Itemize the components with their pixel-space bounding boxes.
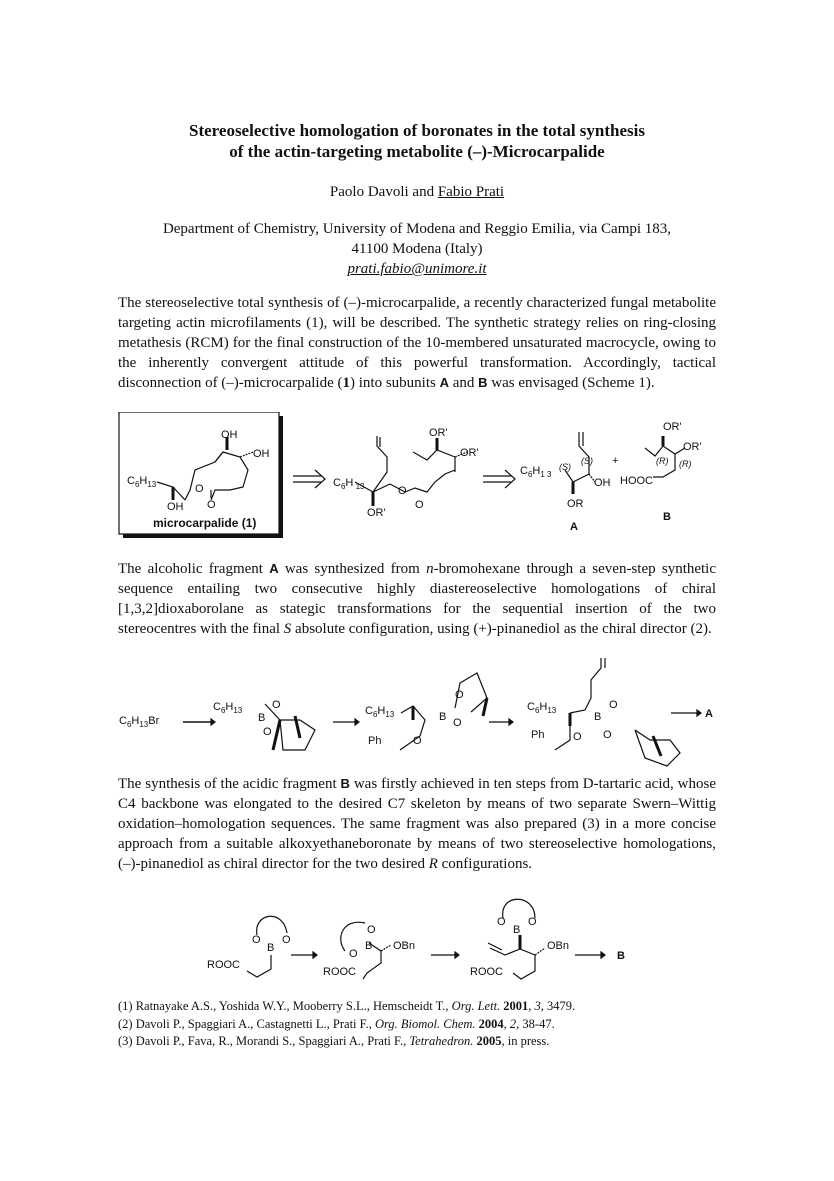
label-phenyl: Ph [368, 735, 382, 747]
label-o: O [455, 689, 464, 701]
authors [0, 184, 834, 201]
italic-s: S [283, 621, 292, 637]
text: absolute configuration, using (+)-pinanediol as the chiral director (2). [291, 621, 712, 637]
label-o: O [497, 916, 506, 928]
author-separator: and [408, 184, 438, 200]
author-2-presenting: Fabio Prati [437, 184, 505, 200]
email-link[interactable]: prati.fabio@unimore.it [347, 261, 487, 277]
italic-r: R [428, 856, 438, 872]
label-o: O [272, 699, 281, 711]
label-o: O [195, 483, 204, 495]
label-o: O [252, 934, 261, 946]
scheme-1-retrosynthesis [115, 412, 725, 542]
product-label-b: B [617, 950, 625, 962]
label-hooc: HOOC [620, 475, 653, 487]
label-o: O [609, 699, 618, 711]
fragment-a-label: A [570, 521, 578, 533]
fragment-label-b: B [340, 776, 350, 791]
paper-title [0, 120, 834, 162]
label-boron: B [439, 711, 447, 723]
label-c6h13: $C_6H_{13}$ [213, 701, 243, 715]
compound-ref: 1 [342, 375, 350, 391]
label-o: O [398, 485, 407, 497]
text: The stereoselective total synthesis of (–)-microcarpalide, a recently characterized fungal metabolite targeting actin microfilaments (1), will be described. The synthetic strategy relies on ring-closing metathesis (RCM) for the final construction of the 10-membered unsaturated macrocycle, owing to the inherently convergent attitude of this powerful transformation. Accordingly, tactical disconnection of (–)-microcarpalide ( [118, 295, 716, 391]
text: and [448, 375, 479, 391]
text: -bromohexane through a seven-step synthetic sequence entailing two consecutive highly diastereoselective homologations of chiral [1,3,2]dioxaborolane as stategic transformations for the sequential insertion of the two stereocentres with the final [118, 561, 717, 637]
author-1: Paolo Davoli [329, 184, 409, 200]
text: configurations. [437, 856, 533, 872]
label-obn: OBn [547, 940, 570, 952]
label-boron: B [513, 924, 521, 936]
text: was firstly achieved in ten steps from D-tartaric acid, whose C4 backbone was elongated to the desired C7 skeleton by means of two separate Swern–Wittig oxidation–homologation sequences. The same fragment was also prepared (3) in a more concise approach from a suitable alkoxyethaneboronate by means of two stereoselective homologations, (–)-pinanediol as chiral director for the two desired [118, 776, 716, 872]
fragment-b-label: B [663, 511, 671, 523]
label-o: O [603, 729, 612, 741]
fragment-label-b: B [478, 375, 488, 390]
label-boron: B [365, 940, 373, 952]
label-boron: B [594, 711, 602, 723]
label-o: O [413, 735, 422, 747]
plus-sign: + [612, 455, 619, 467]
label-or: OR' [367, 507, 386, 519]
label-or: OR [567, 498, 584, 510]
affiliation [0, 219, 834, 279]
label-rooc: ROOC [470, 966, 503, 978]
label-c6h13: $C_6H_{13}$ [365, 705, 395, 719]
label-c6h13: $C_6H_{1 3}$ [520, 465, 552, 479]
stereo-label-s: (S) [581, 456, 593, 466]
label-oh: OH [594, 477, 611, 489]
paragraph-intro [118, 293, 716, 393]
text: The alcoholic fragment [118, 561, 270, 577]
text: was envisaged (Scheme 1). [487, 375, 655, 391]
text: The synthesis of the acidic fragment [118, 776, 341, 792]
paragraph-fragment-b [118, 774, 716, 874]
label-boron: B [258, 712, 266, 724]
label-o: O [263, 726, 272, 738]
reference-1: (1) Ratnayake A.S., Yoshida W.Y., Mooberry S.L., Hemscheidt T., Org. Lett. 2001, 3, 3479. [118, 999, 576, 1013]
paragraph-fragment-a [118, 559, 716, 639]
label-rooc: ROOC [323, 966, 356, 978]
fragment-label-a: A [269, 561, 279, 576]
stereo-label-r: (R) [679, 459, 692, 469]
start-material-label: $C_6H_{13}Br$ [119, 715, 160, 729]
label-or: OR' [429, 427, 448, 439]
fragment-label-a: A [439, 375, 449, 390]
label-rooc: ROOC [207, 959, 240, 971]
text: was synthesized from [278, 561, 427, 577]
label-or: OR' [683, 441, 702, 453]
affiliation-line-1: Department of Chemistry, University of Modena and Reggio Emilia, via Campi 183, [162, 221, 672, 237]
italic-n: n [426, 561, 434, 577]
label-oh: OH [253, 448, 270, 460]
label-o: O [349, 948, 358, 960]
stereo-label-r: (R) [656, 456, 669, 466]
label-o: O [528, 916, 537, 928]
product-label-a: A [705, 708, 713, 720]
references [118, 998, 718, 1051]
label-or: OR' [663, 421, 682, 433]
label-c6h13: $C_6H$ $_{13}$ [333, 477, 365, 491]
label-o: O [367, 924, 376, 936]
reference-3: (3) Davoli P., Fava, R., Morandi S., Spaggiari A., Prati F., Tetrahedron. 2005, in press. [118, 1034, 550, 1048]
compound-name-label: microcarpalide (1) [153, 516, 257, 530]
label-o: O [207, 499, 216, 511]
label-c6h13: $C_6H_{13}$ [527, 701, 557, 715]
scheme-2-fragment-a-synthesis [115, 658, 725, 768]
label-o: O [573, 731, 582, 743]
title-line-2: of the actin-targeting metabolite (–)-Microcarpalide [229, 142, 605, 161]
scheme-3-fragment-b-synthesis [195, 893, 645, 993]
label-o: O [453, 717, 462, 729]
stereo-label-s: (S) [559, 462, 571, 472]
text: ) into subunits [350, 375, 440, 391]
label-oh: OH [167, 501, 184, 513]
label-obn: OBn [393, 940, 416, 952]
label-o: O [415, 499, 424, 511]
affiliation-line-2: 41100 Modena (Italy) [351, 241, 483, 257]
label-boron: B [267, 942, 275, 954]
label-o: O [282, 934, 291, 946]
label-c6h13: $C_6H_{13}$ [127, 475, 157, 489]
title-line-1: Stereoselective homologation of boronates in the total synthesis [189, 121, 645, 140]
label-or: OR' [460, 447, 479, 459]
label-oh: OH [221, 429, 238, 441]
label-phenyl: Ph [531, 729, 545, 741]
reference-2: (2) Davoli P., Spaggiari A., Castagnetti L., Prati F., Org. Biomol. Chem. 2004, 2, 38-47. [118, 1016, 555, 1031]
